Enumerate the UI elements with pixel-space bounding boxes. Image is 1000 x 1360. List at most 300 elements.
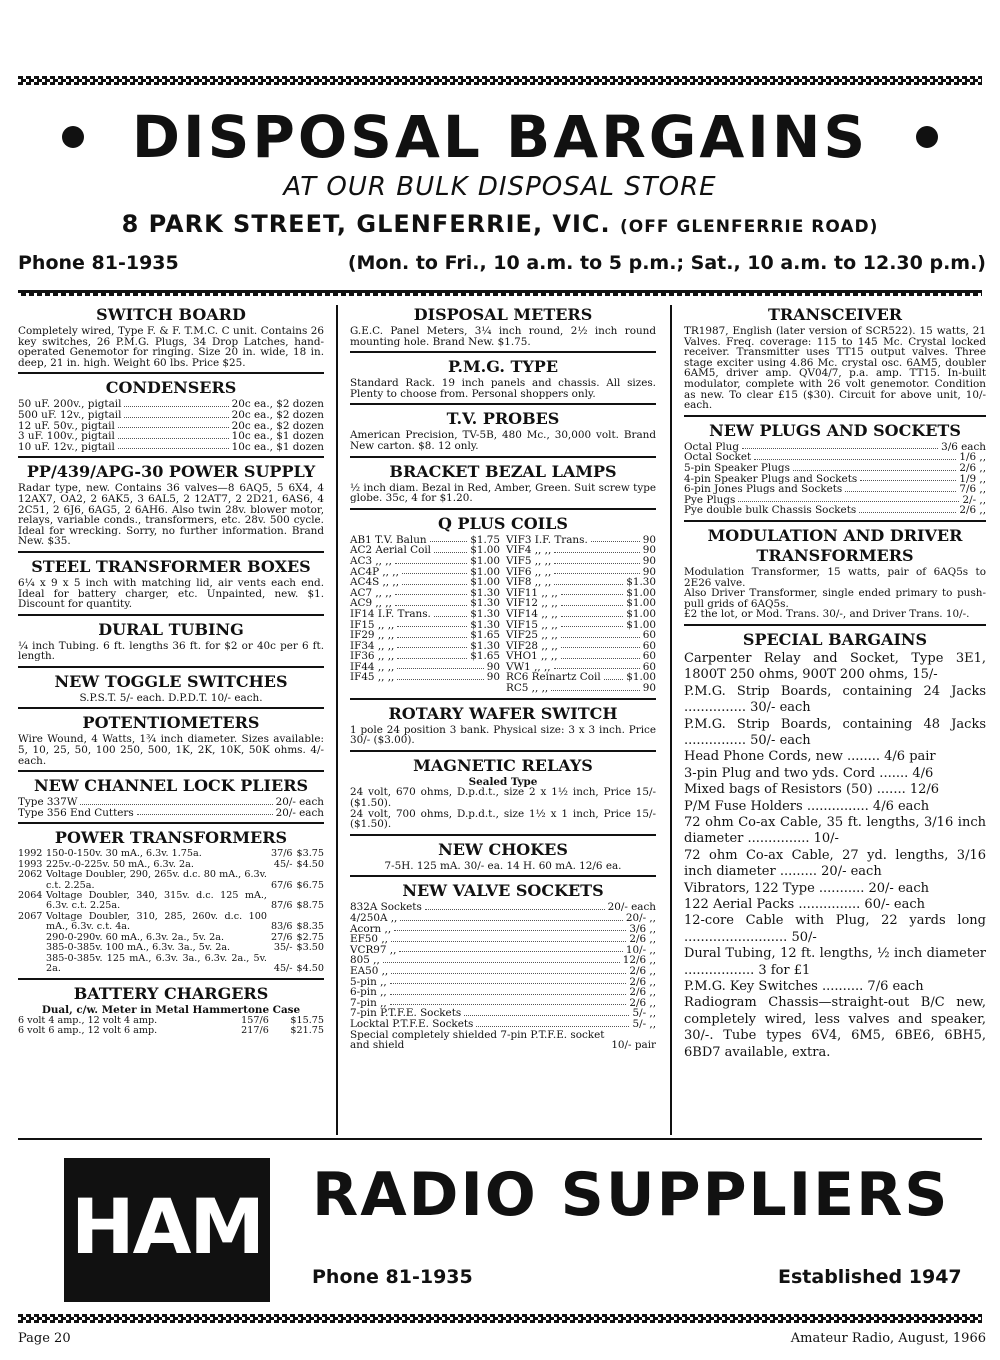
item-price: 20c ea., $2 dozen bbox=[231, 419, 324, 432]
item-name: IF36 ,, ,, bbox=[350, 650, 395, 663]
item-price: $1.30 bbox=[470, 586, 500, 599]
power-supply-ad bbox=[18, 463, 324, 553]
company-name: RADIO SUPPLIERS bbox=[312, 1160, 950, 1230]
item-price: 12/6 ,, bbox=[622, 954, 656, 967]
item-name: 832A Sockets bbox=[350, 901, 422, 914]
item-price: 1/9 ,, bbox=[959, 472, 986, 485]
toggle-switches-ad bbox=[18, 673, 324, 710]
item-name: AC4P ,, ,, bbox=[350, 565, 399, 578]
meters-ad bbox=[350, 306, 656, 353]
section-title: ROTARY WAFER SWITCH bbox=[388, 703, 618, 723]
item-price: $1.65 bbox=[470, 650, 500, 663]
power-transformers-table bbox=[18, 849, 324, 974]
leader-dots bbox=[554, 567, 640, 575]
list-item bbox=[506, 609, 656, 620]
section-title: SWITCH BOARD bbox=[96, 305, 246, 324]
item-name: IF44 ,, ,, bbox=[350, 660, 395, 673]
dural-tubing-ad bbox=[18, 621, 324, 668]
item-price: 2/6 ,, bbox=[959, 504, 986, 517]
section-title: NEW PLUGS AND SOCKETS bbox=[709, 420, 961, 440]
section-title: NEW CHANNEL LOCK PLIERS bbox=[33, 776, 309, 796]
section-title: MAGNETIC RELAYS bbox=[413, 755, 593, 775]
section-title: NEW TOGGLE SWITCHES bbox=[54, 671, 288, 691]
leader-dots bbox=[397, 630, 467, 638]
item-name: Pye double bulk Chassis Sockets bbox=[684, 504, 857, 517]
item-name: VW1 ,, ,, bbox=[506, 660, 551, 673]
section-title: PP/439/APG-30 POWER SUPPLY bbox=[26, 462, 316, 482]
switch-board-ad bbox=[18, 306, 324, 374]
section-text: Modulation Transformer, 15 watts, pair of 6AQ5s to 2E26 valve. bbox=[684, 565, 986, 589]
list-item bbox=[350, 945, 656, 956]
section-title: P.M.G. TYPE bbox=[447, 357, 559, 377]
magnetic-relays-ad bbox=[350, 757, 656, 836]
leader-dots bbox=[561, 588, 623, 596]
chargers-table bbox=[18, 1016, 324, 1037]
leader-dots bbox=[118, 442, 229, 450]
item-price: 2/6 ,, bbox=[629, 964, 656, 977]
item-name: VIF12 ,, ,, bbox=[506, 597, 558, 610]
potentiometers-ad bbox=[18, 714, 324, 772]
list-item: 12-core Cable with Plug, 22 yards long ......................... 50/- bbox=[684, 913, 986, 945]
item-name: IF14 I.F. Trans. bbox=[350, 607, 431, 620]
section-title: SPECIAL BARGAINS bbox=[742, 629, 928, 649]
list-item bbox=[18, 442, 324, 453]
table-row bbox=[18, 870, 324, 891]
item-name: 4-pin Speaker Plugs and Sockets bbox=[684, 472, 858, 485]
list-item: Carpenter Relay and Socket, Type 3E1, 1800T 250 ohms, 900T 200 ohms, 15/- bbox=[684, 650, 986, 683]
leader-dots bbox=[476, 1019, 629, 1027]
condensers-list bbox=[18, 399, 324, 452]
item-price: 2/- ,, bbox=[962, 493, 986, 506]
item-name: 6-pin Jones Plugs and Sockets bbox=[684, 483, 843, 496]
table-cell: $15.75 bbox=[290, 1014, 324, 1026]
item-price: 90 bbox=[642, 533, 656, 546]
section-title: NEW VALVE SOCKETS bbox=[402, 881, 604, 901]
leader-dots bbox=[383, 955, 620, 963]
item-price: 2/6 ,, bbox=[629, 996, 656, 1009]
item-name: AC3 ,, ,, bbox=[350, 554, 392, 567]
special-bargains-list bbox=[684, 651, 986, 1061]
leader-dots bbox=[434, 545, 467, 553]
leader-dots bbox=[554, 545, 640, 553]
special-bargains-ad bbox=[684, 631, 986, 1065]
item-name: EF50 ,, bbox=[350, 933, 388, 946]
section-text: Also Driver Transformer, single ended primary to push-pull grids of 6AQ5s. bbox=[684, 587, 986, 610]
item-price: 90 bbox=[642, 554, 656, 567]
leader-dots bbox=[399, 945, 622, 953]
section-text: ½ inch diam. Bezal in Red, Amber, Green. Suit screw type globe. 35c, 4 for $1.20. bbox=[350, 481, 656, 505]
leader-dots bbox=[397, 662, 483, 670]
table-cell: 87/6 bbox=[270, 900, 293, 912]
item-price: 3/6 ,, bbox=[629, 922, 656, 935]
list-item bbox=[350, 672, 500, 683]
item-price: 60 bbox=[642, 629, 656, 642]
leader-dots bbox=[390, 987, 627, 995]
item-price: 60 bbox=[642, 650, 656, 663]
section-title: DISPOSAL METERS bbox=[413, 305, 593, 324]
table-cell: 45/- bbox=[273, 962, 293, 974]
section-text: S.P.S.T. 5/- each. D.P.D.T. 10/- each. bbox=[79, 691, 263, 704]
table-row bbox=[18, 891, 324, 912]
item-price: $1.30 bbox=[470, 597, 500, 610]
footer-rule bbox=[18, 1138, 982, 1140]
pliers-ad bbox=[18, 777, 324, 824]
table-cell: 290-0-290v. 60 mA., 6.3v. 2a., 5v. 2a. bbox=[46, 931, 224, 943]
item-price: 20/- each bbox=[607, 901, 656, 914]
item-price: $1.00 bbox=[470, 565, 500, 578]
coils-list-right bbox=[506, 535, 656, 694]
list-item: Head Phone Cords, new ........ 4/6 pair bbox=[684, 749, 936, 765]
list-item: Special completely shielded 7-pin P.T.F.E. socket and shield 10/- pair bbox=[350, 1028, 656, 1052]
leader-dots bbox=[554, 556, 640, 564]
item-name: AC7 ,, ,, bbox=[350, 586, 392, 599]
leader-dots bbox=[394, 924, 626, 932]
battery-chargers-ad bbox=[18, 985, 324, 1040]
item-price: 3/6 each bbox=[941, 440, 986, 453]
item-price: $1.30 bbox=[470, 639, 500, 652]
item-price: 2/6 ,, bbox=[629, 986, 656, 999]
table-cell: 150-0-150v. 30 mA., 6.3v. 1.75a. bbox=[46, 848, 202, 860]
leader-dots bbox=[738, 495, 959, 503]
section-text: Standard Rack. 19 inch panels and chassis. All sizes. Plenty to choose from. Personal shoppers only. bbox=[350, 377, 656, 400]
leader-dots bbox=[402, 567, 467, 575]
list-item: 122 Aerial Packs ............... 60/- each bbox=[684, 896, 925, 912]
section-text: TR1987, English (later version of SCR522). 15 watts, 21 Valves. Freq. coverage: 115 to 145 Mc. Crystal locked receiver. Transmitter uses TT15 output valves. Three stage exciter using 4.86 Mc. crystal osc. 6AM5, doubler 6AM5, driver amp. QV04/7, p.a. amp. TT15. In-built modulator, complete with 26 volt genemotor. Condition as new. To clear £15 ($30). Circuit for above unit, 10/- each. bbox=[684, 325, 986, 412]
table-cell: 83/6 bbox=[270, 921, 293, 933]
item-price: 20/- each bbox=[275, 806, 324, 819]
list-item: Dural Tubing, 12 ft. lengths, ½ inch diameter ................. 3 for £1 bbox=[684, 946, 986, 978]
list-item: Radiogram Chassis—straight-out B/C new, completely wired, less valves and speaker, 30/-. Tube types 6V4, 6M5, 6BE6, 6BH5, 6BD7 available, extra. bbox=[684, 995, 986, 1060]
coils-lists bbox=[350, 535, 656, 694]
item-name: 4/250A ,, bbox=[350, 912, 398, 924]
item-price: $1.00 bbox=[626, 586, 656, 599]
list-item: P.M.G. Strip Boards, containing 48 Jacks ............... 50/- each bbox=[684, 716, 986, 748]
item-name: 12 uF. 50v., pigtail bbox=[18, 419, 115, 432]
table-cell: $21.75 bbox=[290, 1025, 324, 1037]
table-row bbox=[18, 912, 324, 933]
leader-dots bbox=[124, 399, 228, 407]
list-item bbox=[684, 505, 986, 516]
section-title: BRACKET BEZAL LAMPS bbox=[389, 461, 617, 481]
table-cell: Voltage Doubler, 310, 285, 260v. d.c. 100 mA., 6.3v. c.t. 4a. bbox=[46, 910, 267, 933]
leader-dots bbox=[80, 797, 272, 805]
section-subtitle: Dual, c/w. Meter in Metal Hammertone Case bbox=[41, 1004, 301, 1017]
list-item bbox=[350, 977, 656, 988]
leader-dots bbox=[561, 641, 640, 649]
leader-dots bbox=[395, 588, 467, 596]
item-name: VIF8 ,, ,, bbox=[506, 576, 552, 589]
table-cell: $3.75 bbox=[296, 848, 324, 860]
item-name: IF45 ,, ,, bbox=[350, 671, 395, 684]
item-name: Octal Socket bbox=[684, 451, 752, 464]
table-cell: 217/6 bbox=[241, 1025, 269, 1037]
table-cell: 1992 bbox=[18, 848, 43, 860]
item-price: $1.00 bbox=[626, 671, 656, 684]
leader-dots bbox=[395, 598, 467, 606]
column-right bbox=[684, 305, 986, 1070]
leader-dots bbox=[754, 452, 956, 460]
transceiver-ad bbox=[684, 306, 986, 417]
item-name: AB1 T.V. Balun bbox=[350, 533, 427, 546]
item-name: VIF3 I.F. Trans. bbox=[506, 533, 588, 546]
page-number: Page 20 bbox=[18, 1331, 71, 1346]
bullet-right-icon bbox=[916, 126, 938, 148]
section-title: DURAL TUBING bbox=[98, 619, 244, 639]
leader-dots bbox=[561, 609, 623, 617]
item-name: Octal Plug bbox=[684, 440, 739, 453]
item-name: 50 uF. 200v., pigtail bbox=[18, 398, 122, 411]
list-item bbox=[18, 808, 324, 819]
item-name: 5-pin ,, bbox=[350, 975, 387, 988]
leader-dots bbox=[430, 535, 468, 543]
section-title: NEW CHOKES bbox=[438, 839, 568, 859]
item-price: 20c ea., $2 dozen bbox=[231, 398, 324, 411]
page-title: DISPOSAL BARGAINS bbox=[18, 102, 982, 172]
table-cell: $4.50 bbox=[296, 962, 324, 974]
section-text: 7-5H. 125 mA. 30/- ea. 14 H. 60 mA. 12/6 ea. bbox=[384, 859, 622, 872]
list-item bbox=[350, 987, 656, 998]
section-text: Radar type, new. Contains 36 valves—8 6AQ5, 5 6X4, 4 12AX7, OA2, 2 6AK5, 3 6AL5, 2 12AT7, 2 2D21, 6AS6, 4 2C51, 2 6J6, 6AG5, 2 6AH6. Also twin 28v. blower motor, relays, variable conds., transformers, etc. 28v. 500 cycle. Ideal for wrecking. Sorry, no further information. Brand New. $35. bbox=[18, 482, 324, 548]
leader-dots bbox=[860, 474, 956, 482]
item-name: AC4S ,, ,, bbox=[350, 576, 400, 589]
item-price: 90 bbox=[642, 565, 656, 578]
table-cell bbox=[18, 943, 46, 953]
leader-dots bbox=[390, 998, 627, 1006]
leader-dots bbox=[554, 662, 640, 670]
item-name: IF29 ,, ,, bbox=[350, 629, 395, 642]
column-divider bbox=[670, 305, 672, 1135]
leader-dots bbox=[561, 630, 640, 638]
table-cell: 45/- bbox=[273, 858, 293, 870]
section-text: 24 volt, 700 ohms, D.p.d.t., size 1½ x 1 inch, Price 15/- ($1.50). bbox=[350, 807, 656, 831]
item-name: 7-pin ,, bbox=[350, 996, 387, 1009]
table-cell bbox=[18, 933, 46, 943]
table-cell: 157/6 bbox=[241, 1014, 269, 1026]
leader-dots bbox=[397, 651, 467, 659]
item-price: $1.30 bbox=[470, 607, 500, 620]
list-item: 72 ohm Co-ax Cable, 27 yd. lengths, 3/16 inch diameter ......... 20/- each bbox=[684, 847, 986, 880]
item-name: Type 337W bbox=[18, 796, 78, 809]
item-price: $1.00 bbox=[470, 576, 500, 589]
table-cell bbox=[18, 954, 46, 975]
section-title: T.V. PROBES bbox=[446, 409, 560, 429]
section-title: BATTERY CHARGERS bbox=[73, 984, 269, 1004]
column-left bbox=[18, 305, 324, 1046]
item-name: VHO1 ,, ,, bbox=[506, 650, 558, 663]
list-item bbox=[350, 1019, 656, 1030]
item-price: 10c ea., $1 dozen bbox=[231, 430, 324, 443]
item-name: VIF6 ,, ,, bbox=[506, 565, 552, 578]
table-cell: $8.75 bbox=[296, 900, 324, 912]
list-item: Mixed bags of Resistors (50) ....... 12/6 bbox=[684, 782, 940, 798]
list-item bbox=[350, 966, 656, 977]
section-title: TRANSFORMERS bbox=[756, 545, 914, 565]
list-item bbox=[350, 955, 656, 966]
item-name: VCR97 ,, bbox=[350, 943, 397, 956]
item-price: $1.30 bbox=[626, 576, 656, 589]
table-cell: 27/6 bbox=[270, 931, 293, 943]
table-row bbox=[18, 954, 324, 975]
table-cell: 35/- bbox=[273, 942, 293, 954]
section-title: POWER TRANSFORMERS bbox=[54, 828, 288, 848]
item-name: VIF4 ,, ,, bbox=[506, 544, 552, 557]
item-price: 20/- each bbox=[275, 796, 324, 809]
item-name: Type 356 End Cutters bbox=[18, 806, 134, 819]
item-name: Pye Plugs bbox=[684, 493, 736, 506]
item-name: 500 uF. 12v., pigtail bbox=[18, 408, 122, 421]
item-price: 90 bbox=[642, 544, 656, 557]
section-text: G.E.C. Panel Meters, 3¼ inch round, 2½ inch round mounting hole. Brand New. $1.75. bbox=[350, 325, 656, 348]
table-cell: 2064 bbox=[18, 890, 43, 902]
pmg-type-ad bbox=[350, 358, 656, 405]
leader-dots bbox=[425, 902, 605, 910]
table-cell: Voltage Doubler, 340, 315v. d.c. 125 mA., 6.3v. c.t. 2.25a. bbox=[46, 890, 267, 912]
section-title: MODULATION AND DRIVER bbox=[707, 525, 963, 545]
item-price: $1.30 bbox=[470, 618, 500, 631]
item-name: AC9 ,, ,, bbox=[350, 597, 392, 610]
sockets-list bbox=[350, 902, 656, 1029]
bullet-left-icon bbox=[62, 126, 84, 148]
plugs-list bbox=[684, 442, 986, 516]
item-name: RC6 Reinartz Coil bbox=[506, 671, 601, 684]
opening-hours: (Mon. to Fri., 10 a.m. to 5 p.m.; Sat., 10 a.m. to 12.30 p.m.) bbox=[347, 252, 986, 274]
column-divider bbox=[336, 305, 338, 1135]
item-name: RC5 ,, ,, bbox=[506, 682, 549, 695]
item-price: $1.00 bbox=[626, 618, 656, 631]
address: 8 PARK STREET, GLENFERRIE, VIC. (OFF GLENFERRIE ROAD) bbox=[121, 210, 879, 238]
table-row bbox=[18, 1026, 324, 1036]
section-text: 1 pole 24 position 3 bank. Physical size: 3 x 3 inch. Price 30/- ($3.00). bbox=[350, 723, 656, 747]
section-text: Completely wired, Type F. & F. T.M.C. C unit. Contains 26 key switches, 26 P.M.G. Plugs, 34 Drop Latches, hand-operated Genemotor for ringing. Size 20 in. wide, 18 in. deep, 21 in. high. Weight 60 lbs. Price $25. bbox=[18, 325, 324, 369]
list-item: P.M.G. Strip Boards, containing 24 Jacks ............... 30/- each bbox=[684, 683, 986, 716]
leader-dots bbox=[561, 598, 623, 606]
list-item: Vibrators, 122 Type ........... 20/- each bbox=[684, 880, 930, 896]
item-name: VIF5 ,, ,, bbox=[506, 554, 552, 567]
item-price: 2/6 ,, bbox=[629, 975, 656, 988]
leader-dots bbox=[859, 505, 956, 513]
leader-dots bbox=[591, 535, 640, 543]
plugs-sockets-ad bbox=[684, 422, 986, 522]
item-name: IF34 ,, ,, bbox=[350, 639, 395, 652]
footer-phone: Phone 81-1935 bbox=[312, 1266, 473, 1288]
leader-dots bbox=[395, 556, 467, 564]
modulation-ad bbox=[684, 527, 986, 626]
q-plus-coils-ad bbox=[350, 515, 656, 700]
item-price: $1.00 bbox=[626, 597, 656, 610]
table-cell: 37/6 bbox=[270, 848, 293, 860]
leader-dots bbox=[391, 934, 626, 942]
chokes-ad bbox=[350, 841, 656, 878]
leader-dots bbox=[390, 977, 627, 985]
section-text: Wire Wound, 4 Watts, 1¾ inch diameter. Sizes available: 5, 10, 25, 50, 100 250, 500, 1K, 2K, 10K, 50K ohms. 4/- each. bbox=[18, 733, 324, 767]
item-price: 90 bbox=[642, 682, 656, 695]
table-row bbox=[18, 943, 324, 953]
item-price: 90 bbox=[486, 660, 500, 673]
leader-dots bbox=[397, 620, 467, 628]
leader-dots bbox=[561, 651, 640, 659]
power-transformers-ad bbox=[18, 829, 324, 980]
section-title: Q PLUS COILS bbox=[438, 513, 568, 533]
list-item bbox=[506, 683, 656, 694]
item-price: $1.65 bbox=[470, 629, 500, 642]
item-price: $1.00 bbox=[470, 544, 500, 557]
item-price: $1.00 bbox=[626, 607, 656, 620]
item-name: VIF14 ,, ,, bbox=[506, 607, 558, 620]
item-price: 20c ea., $2 dozen bbox=[231, 408, 324, 421]
section-text: £2 the lot, or Mod. Trans. 30/-, and Driver Trans. 10/-. bbox=[684, 608, 970, 621]
item-price: 2/6 ,, bbox=[629, 933, 656, 946]
leader-dots bbox=[391, 966, 626, 974]
table-cell: 67/6 bbox=[270, 879, 293, 891]
list-item bbox=[350, 556, 500, 567]
item-price: 60 bbox=[642, 639, 656, 652]
list-item bbox=[506, 556, 656, 567]
rotary-switch-ad bbox=[350, 705, 656, 752]
section-text: 24 volt, 670 ohms, D.p.d.t., size 2 x 1½ inch, Price 15/- ($1.50). bbox=[350, 786, 656, 810]
table-cell: 225v.-0-225v. 50 mA., 6.3v. 2a. bbox=[46, 858, 194, 870]
leader-dots bbox=[118, 421, 229, 429]
item-name: 3 uF. 100v., pigtail bbox=[18, 430, 115, 443]
ham-logo: HAM bbox=[64, 1158, 270, 1302]
item-price: 5/- ,, bbox=[632, 1017, 656, 1030]
table-cell: 6 volt 4 amp., 12 volt 4 amp. bbox=[18, 1014, 158, 1026]
item-name: VIF11 ,, ,, bbox=[506, 586, 558, 599]
list-item bbox=[350, 913, 656, 924]
list-item bbox=[18, 410, 324, 421]
table-cell: $8.35 bbox=[296, 921, 324, 933]
pliers-list bbox=[18, 797, 324, 818]
column-middle bbox=[350, 305, 656, 1060]
item-name: VIF28 ,, ,, bbox=[506, 639, 558, 652]
address-note: (OFF GLENFERRIE ROAD) bbox=[620, 217, 879, 237]
table-cell: 6 volt 6 amp., 12 volt 6 amp. bbox=[18, 1025, 158, 1037]
leader-dots bbox=[402, 577, 467, 585]
coils-list-left bbox=[350, 535, 500, 694]
section-title: TRANSCEIVER bbox=[767, 305, 903, 324]
condensers-ad bbox=[18, 379, 324, 458]
item-name: 10 uF. 12v., pigtail bbox=[18, 440, 115, 453]
section-text: 6¼ x 9 x 5 inch with matching lid, air vents each end. Ideal for battery charger, etc. Unpainted, new. $1. Discount for quantity. bbox=[18, 576, 324, 611]
item-name: Locktal P.T.F.E. Sockets bbox=[350, 1017, 474, 1030]
top-border bbox=[18, 76, 982, 85]
leader-dots bbox=[400, 913, 622, 921]
header-phone: Phone 81-1935 bbox=[18, 252, 179, 274]
leader-dots bbox=[124, 410, 228, 418]
item-name: AC2 Aerial Coil bbox=[350, 544, 431, 557]
item-name: VIF25 ,, ,, bbox=[506, 629, 558, 642]
leader-dots bbox=[742, 442, 938, 450]
table-cell: $6.75 bbox=[296, 879, 324, 891]
bottom-border bbox=[18, 1314, 982, 1323]
list-item bbox=[350, 924, 656, 935]
leader-dots bbox=[397, 641, 467, 649]
item-name: Acorn ,, bbox=[350, 922, 392, 935]
item-price: 60 bbox=[642, 660, 656, 673]
bezal-lamps-ad bbox=[350, 463, 656, 510]
item-name: 6-pin ,, bbox=[350, 986, 387, 999]
table-cell: 2067 bbox=[18, 910, 43, 922]
leader-dots bbox=[118, 431, 229, 439]
list-item: P/M Fuse Holders ............... 4/6 each bbox=[684, 798, 930, 814]
leader-dots bbox=[551, 683, 640, 691]
leader-dots bbox=[397, 672, 483, 680]
established: Established 1947 bbox=[778, 1266, 962, 1288]
section-title: CONDENSERS bbox=[105, 378, 237, 398]
item-name: VIF15 ,, ,, bbox=[506, 618, 558, 631]
section-subtitle: Sealed Type bbox=[468, 775, 538, 788]
table-cell: 1993 bbox=[18, 858, 43, 870]
item-price: $1.00 bbox=[470, 554, 500, 567]
